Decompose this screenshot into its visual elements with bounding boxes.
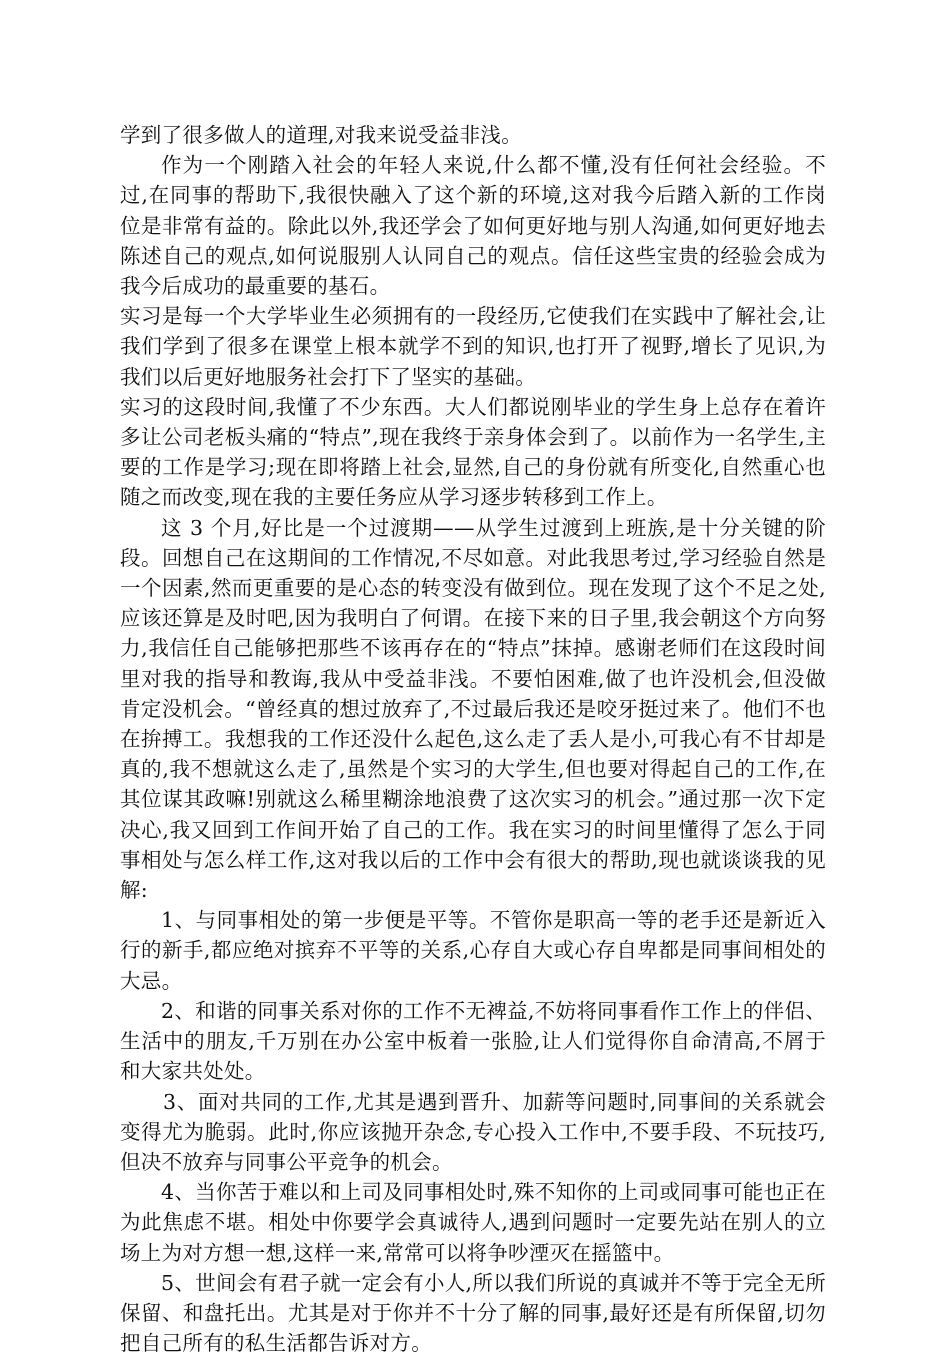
paragraph-3: 实习是每一个大学毕业生必须拥有的一段经历,它使我们在实践中了解社会,让我们学到了很多在课堂上根本就学不到的知识,也打开了视野,增长了见识,为我们以后更好地服务社会打下了坚实的基础。 [120,304,826,389]
document-body [120,120,826,1358]
paragraph-5: 这 3 个月,好比是一个过渡期——从学生过渡到上班族,是十分关键的阶段。回想自己在这期间的工作情况,不尽如意。对此我思考过,学习经验自然是一个因素,然而更重要的是心态的转变没有做到位。现在发现了这个不足之处,应该还算是及时吧,因为我明白了何谓。在接下来的日子里,我会朝这个方向努力,我信任自己能够把那些不该再存在的“特点”抹掉。感谢老师们在这段时间里对我的指导和教诲,我从中受益非浅。不要怕困难,做了也许没机会,但没做肯定没机会。“曾经真的想过放弃了,不过最后我还是咬牙挺过来了。他们不也在拚搏工。我想我的工作还没什么起色,这么走了丢人是小,可我心有不甘却是真的,我不想就这么走了,虽然是个实习的大学生,但也要对得起自己的工作,在其位谋其政嘛!别就这么稀里糊涂地浪费了这次实习的机会。”通过那一次下定决心,我又回到工作间开始了自己的工作。我在实习的时间里懂得了怎么于同事相处与怎么样工作,这对我以后的工作中会有很大的帮助,现也就谈谈我的见解: [120,515,826,903]
list-item-5: 5、世间会有君子就一定会有小人,所以我们所说的真诚并不等于完全无所保留、和盘托出。尤其是对于你并不十分了解的同事,最好还是有所保留,切勿把自己所有的私生活都告诉对方。 [120,1270,826,1356]
paragraph-2: 作为一个刚踏入社会的年轻人来说,什么都不懂,没有任何社会经验。不过,在同事的帮助下,我很快融入了这个新的环境,这对我今后踏入新的工作岗位是非常有益的。除此以外,我还学会了如何更好地与别人沟通,如何更好地去陈述自己的观点,如何说服别人认同自己的观点。信任这些宝贵的经验会成为我今后成功的最重要的基石。 [120,153,826,299]
paragraph-1: 学到了很多做人的道理,对我来说受益非浅。 [120,123,523,147]
paragraph-4: 实习的这段时间,我懂了不少东西。大人们都说刚毕业的学生身上总存在着许多让公司老板头痛的“特点”,现在我终于亲身体会到了。以前作为一名学生,主要的工作是学习;现在即将踏上社会,显然,自己的身份就有所变化,自然重心也随之而改变,现在我的主要任务应从学习逐步转移到工作上。 [120,394,826,510]
list-item-3: 3、面对共同的工作,尤其是遇到晋升、加薪等问题时,同事间的关系就会变得尤为脆弱。此时,你应该抛开杂念,专心投入工作中,不要手段、不玩技巧,但决不放弃与同事公平竞争的机会。 [120,1089,826,1174]
list-item-1: 1、与同事相处的第一步便是平等。不管你是职高一等的老手还是新近入行的新手,都应绝对摈弃不平等的关系,心存自大或心存自卑都是同事间相处的大忌。 [120,908,826,993]
list-item-2: 2、和谐的同事关系对你的工作不无裨益,不妨将同事看作工作上的伴侣、生活中的朋友,千万别在办公室中板着一张脸,让人们觉得你自命清高,不屑于和大家共处处。 [120,998,826,1084]
list-item-4: 4、当你苦于难以和上司及同事相处时,殊不知你的上司或同事可能也正在为此焦虑不堪。相处中你要学会真诚待人,遇到问题时一定要先站在别人的立场上为对方想一想,这样一来,常常可以将争吵湮灭在摇篮中。 [120,1180,826,1265]
